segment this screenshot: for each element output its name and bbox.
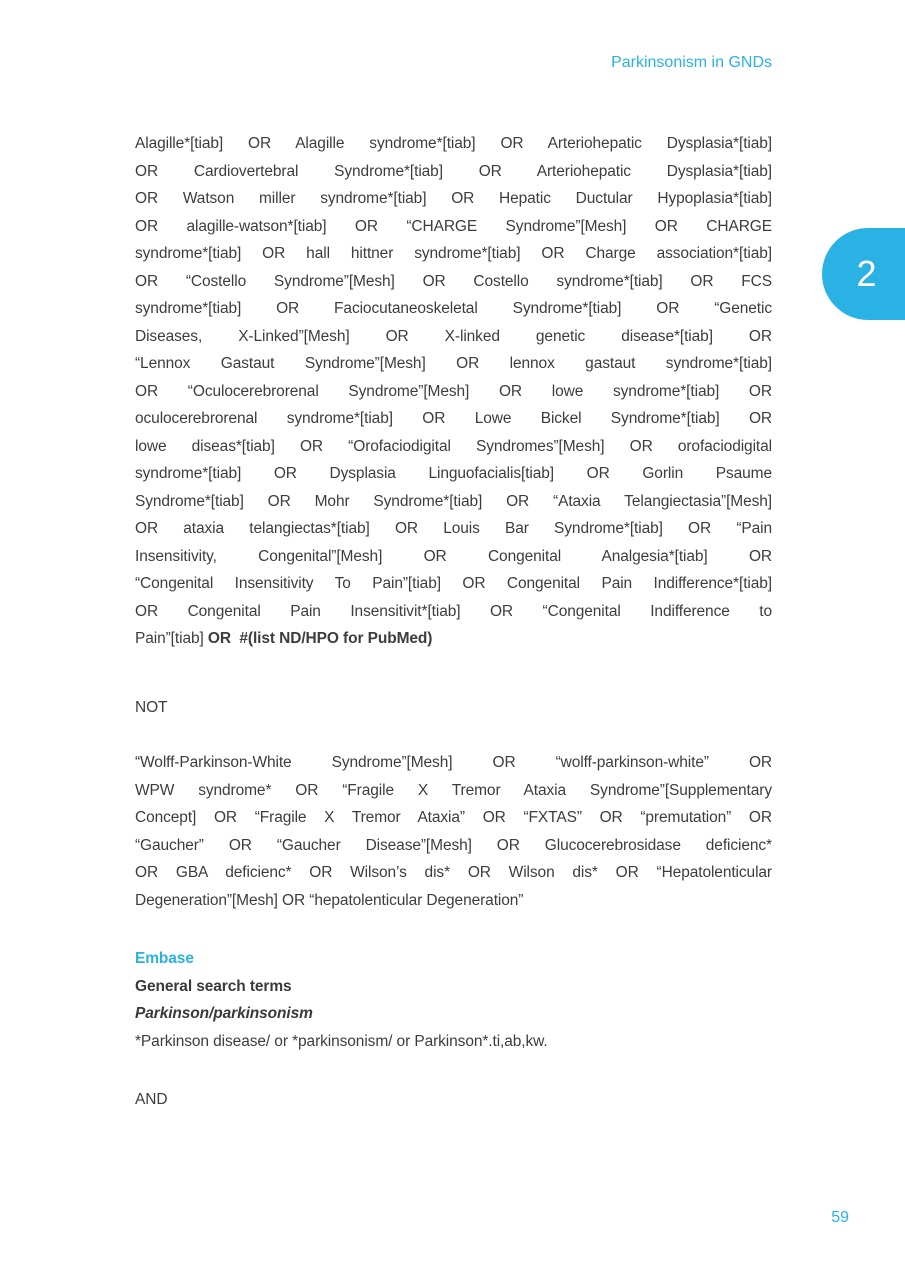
query-line: OR “Costello Syndrome”[Mesh] OR Costello syndrome*[tiab] OR FCS (135, 272, 772, 290)
query-line: syndrome*[tiab] OR Faciocutaneoskeletal Syndrome*[tiab] OR “Genetic (135, 300, 772, 317)
query-line: Syndrome*[tiab] OR Mohr Syndrome*[tiab] OR “Ataxia Telangiectasia”[Mesh] (135, 492, 772, 510)
exclusion-query-block (135, 749, 772, 914)
page-number: 59 (831, 1209, 849, 1226)
query-line: “Congenital Insensitivity To Pain”[tiab] OR Congenital Pain Indifference*[tiab] (135, 575, 772, 592)
query-line: “Wolff-Parkinson-White Syndrome”[Mesh] OR “wolff-parkinson-white” OR (135, 754, 772, 771)
query-line: OR Cardiovertebral Syndrome*[tiab] OR Arteriohepatic Dysplasia*[tiab] (135, 162, 772, 180)
not-operator: NOT (135, 698, 168, 716)
query-line: OR alagille-watson*[tiab] OR “CHARGE Syndrome”[Mesh] OR CHARGE (135, 217, 772, 235)
running-title: Parkinsonism in GNDs (611, 54, 772, 71)
query-line: Diseases, X-Linked”[Mesh] OR X-linked genetic disease*[tiab] OR (135, 327, 772, 345)
query-line: Alagille*[tiab] OR Alagille syndrome*[tiab] OR Arteriohepatic Dysplasia*[tiab] (135, 135, 772, 152)
query-line: Insensitivity, Congenital”[Mesh] OR Congenital Analgesia*[tiab] OR (135, 547, 772, 565)
chapter-number: 2 (856, 253, 877, 294)
embase-heading: Embase (135, 950, 194, 967)
query-line: OR GBA deficienc* OR Wilson’s dis* OR Wilson dis* OR “Hepatolenticular (135, 864, 772, 881)
pubmed-query-block (135, 130, 772, 653)
query-line: OR “Oculocerebrorenal Syndrome”[Mesh] OR lowe syndrome*[tiab] OR (135, 382, 772, 400)
query-line: lowe diseas*[tiab] OR “Orofaciodigital Syndromes”[Mesh] OR orofaciodigital (135, 437, 772, 455)
query-line: Degeneration”[Mesh] OR “hepatolenticular Degeneration” (135, 891, 524, 909)
embase-section (135, 945, 772, 1055)
query-line: OR ataxia telangiectas*[tiab] OR Louis Bar Syndrome*[tiab] OR “Pain (135, 520, 772, 537)
query-line: Concept] OR “Fragile X Tremor Ataxia” OR “FXTAS” OR “premutation” OR (135, 809, 772, 826)
query-line-with-note (135, 625, 772, 653)
query-line-bold-note: OR #(list ND/HPO for PubMed) (207, 630, 433, 647)
query-line: “Gaucher” OR “Gaucher Disease”[Mesh] OR Glucocerebrosidase deficienc* (135, 836, 772, 854)
embase-query-line: *Parkinson disease/ or *parkinsonism/ or Parkinson*.ti,ab,kw. (135, 1032, 548, 1050)
query-line-normal-part: Pain”[tiab] (135, 630, 208, 647)
general-search-terms-heading: General search terms (135, 977, 292, 995)
and-operator: AND (135, 1091, 168, 1108)
query-line: syndrome*[tiab] OR Dysplasia Linguofacialis[tiab] OR Gorlin Psaume (135, 465, 772, 482)
body-text-column (135, 130, 772, 1114)
query-line: oculocerebrorenal syndrome*[tiab] OR Lowe Bickel Syndrome*[tiab] OR (135, 410, 772, 427)
query-line: syndrome*[tiab] OR hall hittner syndrome*[tiab] OR Charge association*[tiab] (135, 245, 772, 262)
query-line: OR Watson miller syndrome*[tiab] OR Hepatic Ductular Hypoplasia*[tiab] (135, 190, 772, 207)
chapter-tab (822, 228, 905, 320)
query-line: WPW syndrome* OR “Fragile X Tremor Ataxia Syndrome”[Supplementary (135, 781, 772, 799)
term-group-heading: Parkinson/parkinsonism (135, 1005, 313, 1022)
query-line: “Lennox Gastaut Syndrome”[Mesh] OR lennox gastaut syndrome*[tiab] (135, 355, 772, 372)
query-line: OR Congenital Pain Insensitivit*[tiab] OR “Congenital Indifference to (135, 602, 772, 620)
